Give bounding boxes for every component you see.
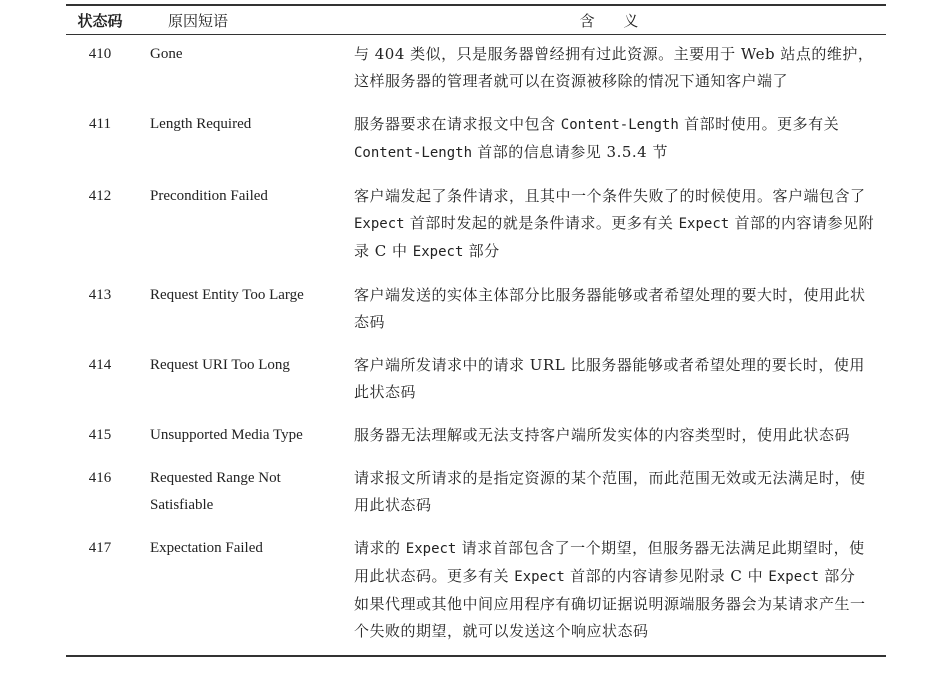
status-code-table — [66, 4, 886, 657]
reason-phrase-cell: Unsupported Media Type — [150, 427, 303, 443]
meaning-text: 首部时发起的就是条件请求。更多有关 — [404, 214, 679, 232]
header-field-name: Content-Length — [560, 117, 679, 133]
header-field-name: Expect — [405, 541, 457, 557]
status-code-cell: 417 — [88, 540, 112, 556]
meaning-text: 与 404 类似，只是服务器曾经拥有过此资源。主要用于 Web 站点的维护，这样服务器的管理者就可以在资源被移除的情况下通知客户端了 — [354, 45, 874, 90]
meaning-text: 如果代理或其他中间应用程序有确切证据说明源端服务器会为某请求产生一个失败的期望，就可以发送这个响应状态码 — [354, 595, 866, 640]
meaning-cell — [344, 35, 886, 106]
status-code-cell: 411 — [89, 116, 111, 132]
meaning-text: 首部的内容请参见附录 C 中 — [564, 567, 769, 585]
meaning-text: 请求的 — [354, 539, 406, 557]
header-field-name: Expect — [514, 569, 565, 585]
table-row — [66, 35, 886, 106]
meaning-text: 首部的信息请参见 3.5.4 节 — [472, 143, 668, 161]
status-code-cell: 415 — [88, 427, 112, 443]
table-body — [66, 35, 886, 657]
meaning-cell — [344, 105, 886, 177]
header-status-code: 状态码 — [77, 11, 123, 30]
meaning-text: 服务器要求在请求报文中包含 — [354, 115, 561, 133]
table-row — [66, 416, 886, 459]
status-code-cell: 412 — [88, 188, 112, 204]
meaning-cell — [344, 416, 886, 459]
header-meaning: 含 义 — [579, 11, 651, 30]
header-reason-phrase: 原因短语 — [168, 11, 229, 30]
header-row — [66, 5, 886, 35]
status-code-cell: 413 — [88, 287, 112, 303]
header-field-name: Content-Length — [354, 145, 473, 161]
status-code-cell: 410 — [88, 46, 112, 62]
status-code-cell: 416 — [88, 470, 112, 486]
table-row — [66, 177, 886, 276]
reason-phrase-cell: Requested Range Not Satisfiable — [150, 470, 281, 513]
meaning-text: 部分 — [819, 567, 856, 585]
meaning-text: 客户端发起了条件请求，且其中一个条件失败了的时候使用。客户端包含了 — [354, 187, 866, 205]
status-code-cell: 414 — [88, 357, 112, 373]
header-field-name: Expect — [678, 216, 730, 232]
reason-phrase-cell: Request URI Too Long — [150, 357, 290, 373]
table-row — [66, 105, 886, 177]
meaning-text: 请求报文所请求的是指定资源的某个范围，而此范围无效或无法满足时，使用此状态码 — [354, 469, 866, 514]
meaning-text: 请求首部包含了一个期望，但服务器无法满足此期望时，使用此状态码。更多有关 — [354, 539, 865, 585]
meaning-cell — [344, 276, 886, 346]
meaning-text: 首部的内容请参见附录 C 中 — [354, 214, 874, 260]
table-row — [66, 529, 886, 656]
header-field-name: Expect — [354, 216, 405, 232]
reason-phrase-cell: Length Required — [150, 116, 252, 132]
status-code-table-container — [66, 4, 886, 657]
meaning-text: 首部时使用。更多有关 — [678, 115, 840, 133]
table-row — [66, 346, 886, 416]
meaning-cell — [344, 459, 886, 529]
reason-phrase-cell: Request Entity Too Large — [150, 287, 304, 303]
meaning-text: 客户端发送的实体主体部分比服务器能够或者希望处理的要大时，使用此状态码 — [354, 286, 866, 331]
meaning-text: 客户端所发请求中的请求 URL 比服务器能够或者希望处理的要长时，使用此状态码 — [354, 356, 865, 401]
meaning-cell — [344, 529, 886, 656]
meaning-cell — [344, 177, 886, 276]
meaning-cell — [344, 346, 886, 416]
reason-phrase-cell: Expectation Failed — [150, 540, 263, 556]
reason-phrase-cell: Gone — [150, 46, 183, 62]
reason-phrase-cell: Precondition Failed — [150, 188, 268, 204]
header-field-name: Expect — [412, 244, 464, 260]
meaning-text: 服务器无法理解或无法支持客户端所发实体的内容类型时，使用此状态码 — [354, 426, 851, 444]
meaning-text: 部分 — [463, 242, 500, 260]
table-row — [66, 459, 886, 529]
table-header — [66, 5, 886, 35]
table-row — [66, 276, 886, 346]
header-field-name: Expect — [768, 569, 819, 585]
